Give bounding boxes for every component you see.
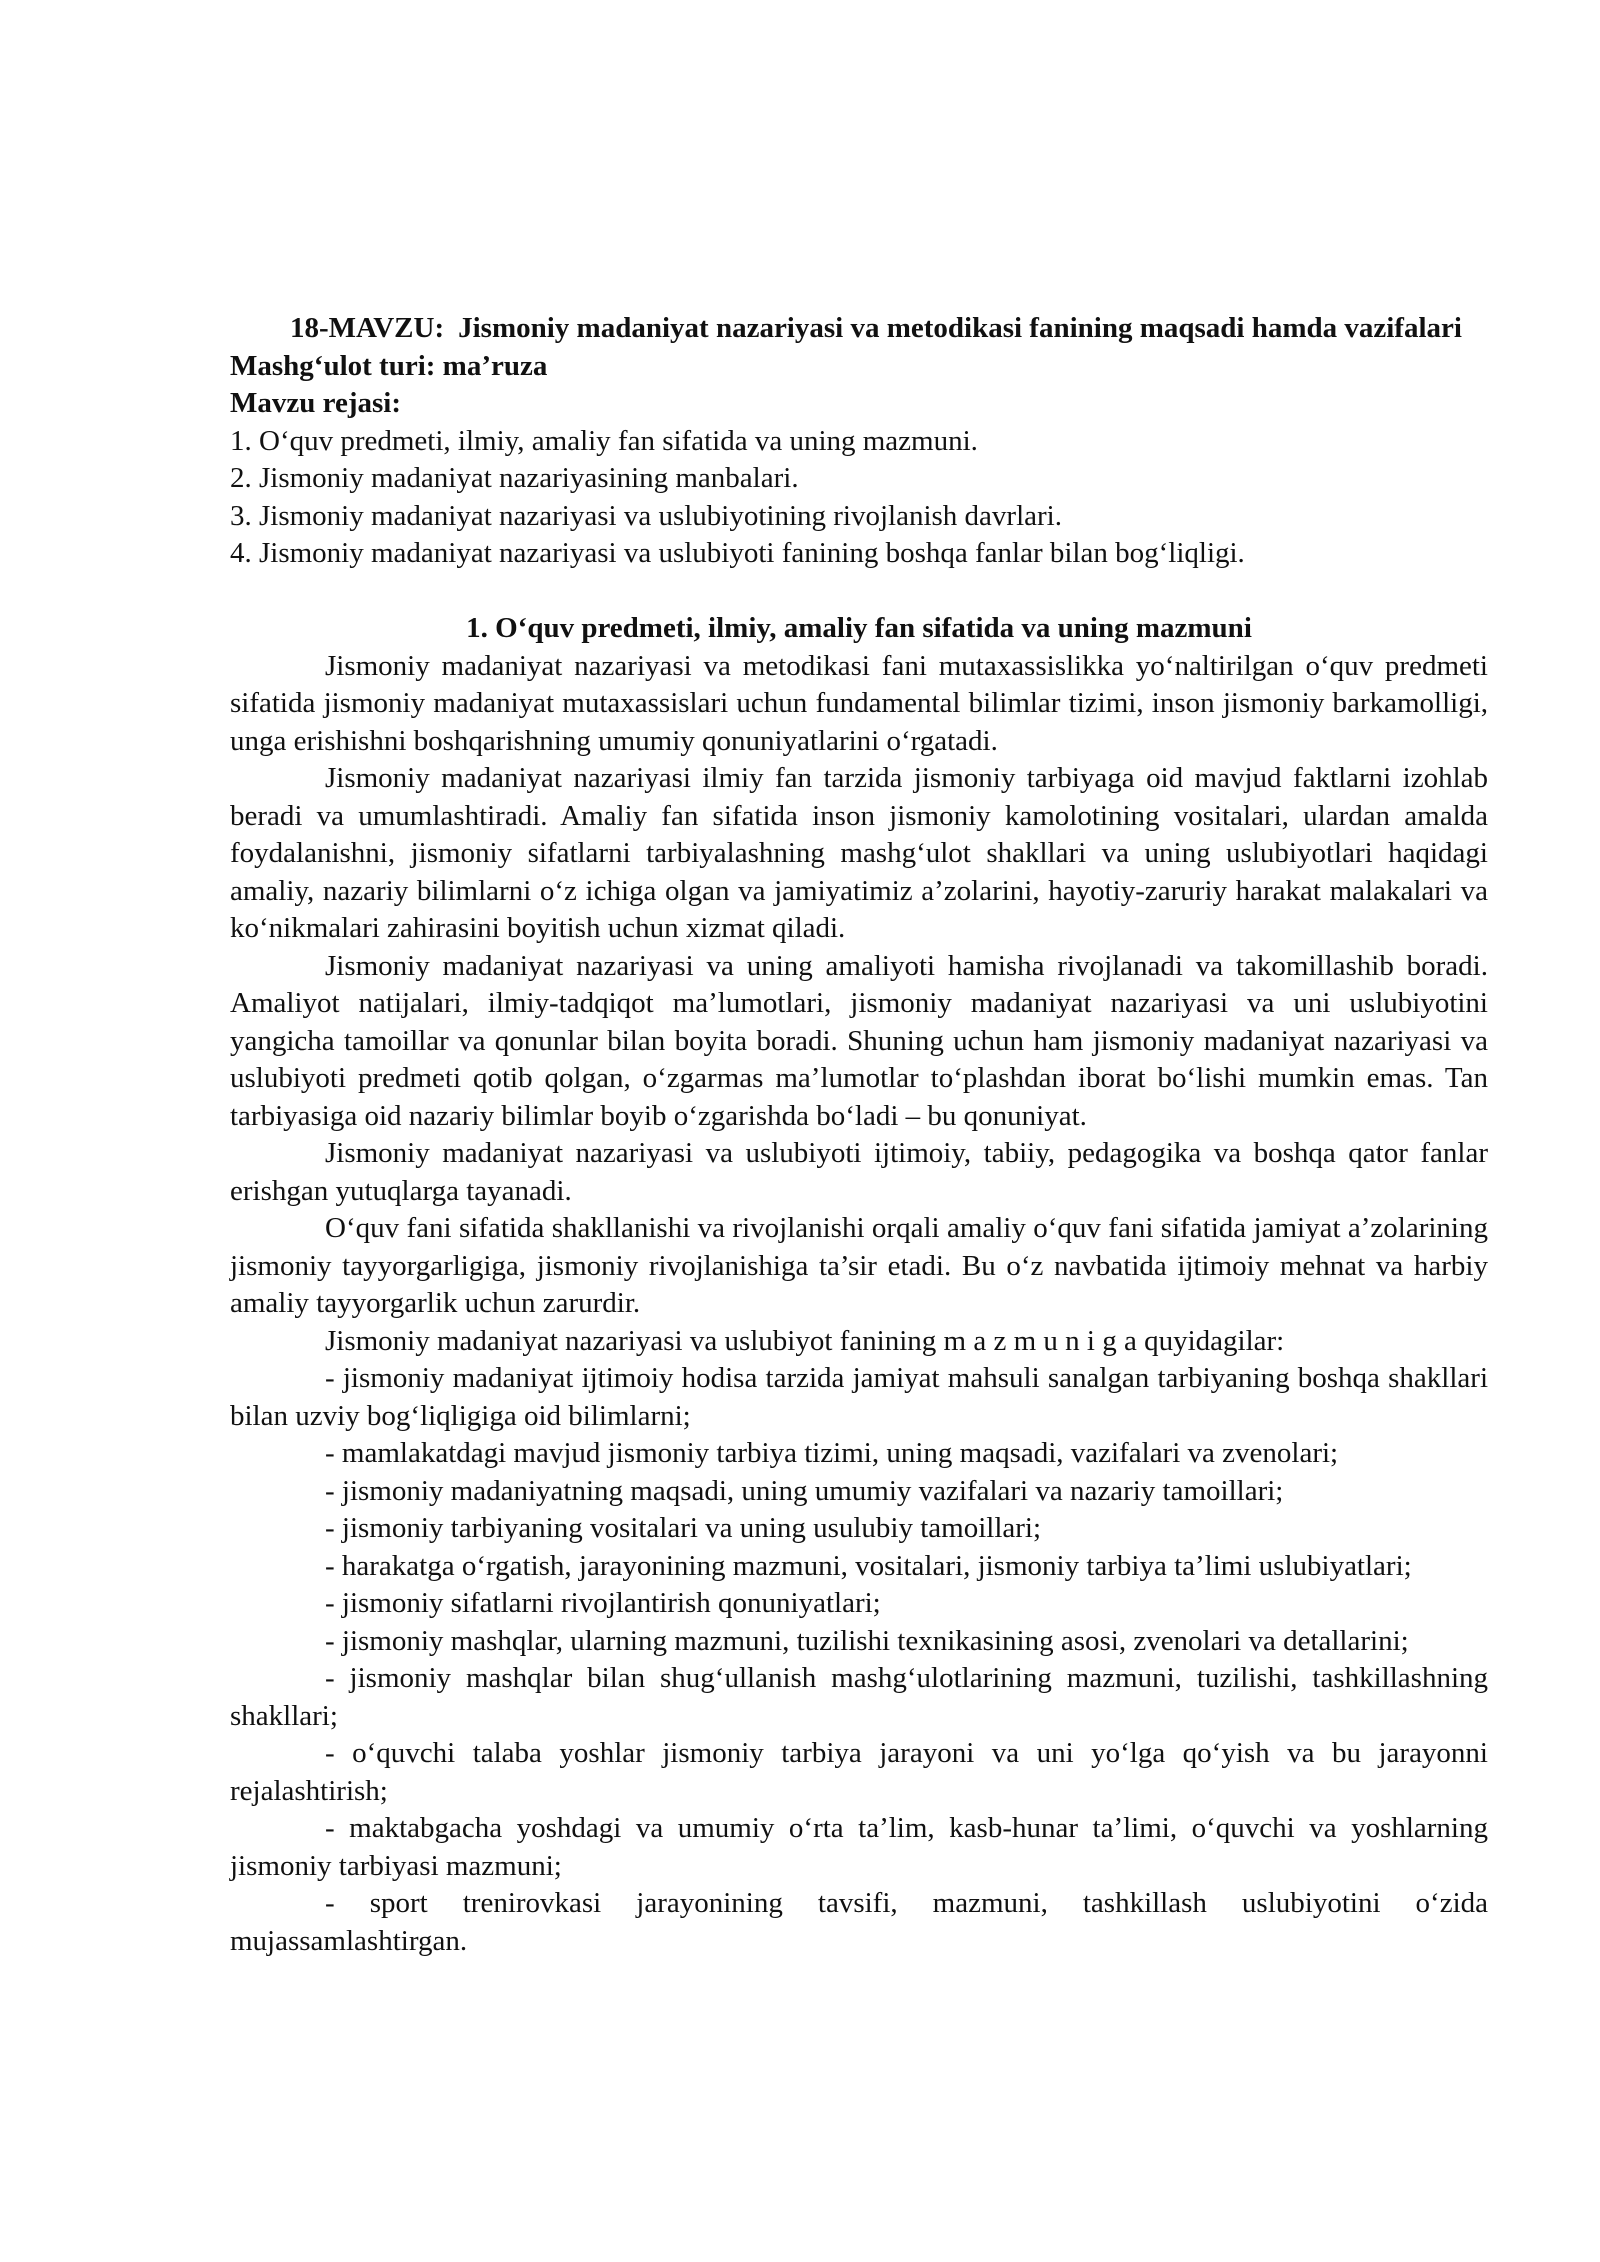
contents-list — [230, 1360, 1488, 1960]
body-paragraph: Jismoniy madaniyat nazariyasi ilmiy fan tarzida jismoniy tarbiyaga oid mavjud faktlarni izohlab beradi va umumlashtiradi. Amaliy fan sifatida inson jismoniy kamolotining vositalari, ulardan amalda foydalanishni, jismoniy sifatlarni tarbiyalashning mashg‘ulot shakllari va uning uslubiyotlari haqidagi amaliy, nazariy bilimlarni o‘z ichiga olgan va jamiyatimiz a’zolarini, hayotiy-zaruriy harakat malakalari va ko‘nikmalari zahirasini boyitish uchun xizmat qiladi. — [230, 762, 1488, 944]
contents-item: - jismoniy mashqlar, ularning mazmuni, tuzilishi texnikasining asosi, zvenolari va detallarini; — [325, 1624, 1409, 1657]
plan-item: 4. Jismoniy madaniyat nazariyasi va uslubiyoti fanining boshqa fanlar bilan bog‘liqligi. — [230, 537, 1245, 569]
contents-item: - harakatga o‘rgatish, jarayonining mazmuni, vositalari, jismoniy tarbiya ta’limi uslubiyatlari; — [325, 1549, 1412, 1582]
contents-item: - jismoniy tarbiyaning vositalari va uning usulubiy tamoillari; — [325, 1512, 1042, 1544]
contents-item: - o‘quvchi talaba yoshlar jismoniy tarbiya jarayoni va uni yo‘lga qo‘yish va bu jarayonni rejalashtirish; — [230, 1737, 1488, 1807]
contents-item: - jismoniy madaniyat ijtimoiy hodisa tarzida jamiyat mahsuli sanalgan tarbiyaning boshqa shakllari bilan uzviy bog‘liqligiga oid bilimlarni; — [230, 1362, 1488, 1432]
body-paragraph: O‘quv fani sifatida shakllanishi va rivojlanishi orqali amaliy o‘quv fani sifatida jamiyat a’zolarining jismoniy tayyorgarligiga, jismoniy rivojlanishiga ta’sir etadi. Bu o‘z navbatida ijtimoiy mehnat va harbiy amaliy tayyorgarlik uchun zarurdir. — [230, 1212, 1488, 1319]
plan-item: 3. Jismoniy madaniyat nazariyasi va uslubiyotining rivojlanish davrlari. — [230, 499, 1062, 532]
contents-item: - jismoniy madaniyatning maqsadi, uning umumiy vazifalari va nazariy tamoillari; — [325, 1474, 1284, 1507]
contents-item: - sport trenirovkasi jarayonining tavsifi, mazmuni, tashkillash uslubiyotini o‘zida mujassamlashtirgan. — [230, 1887, 1488, 1957]
body-paragraph: Jismoniy madaniyat nazariyasi va uslubiyot fanining m a z m u n i g a quyidagilar: — [325, 1324, 1285, 1357]
topic-heading — [230, 310, 1488, 348]
plan-item: 1. O‘quv predmeti, ilmiy, amaliy fan sifatida va uning mazmuni. — [230, 424, 978, 457]
lesson-type: Mashg‘ulot turi: ma’ruza — [230, 349, 548, 382]
contents-item: - jismoniy sifatlarni rivojlantirish qonuniyatlari; — [325, 1587, 881, 1619]
plan-heading: Mavzu rejasi: — [230, 387, 401, 419]
contents-item: - maktabgacha yoshdagi va umumiy o‘rta ta’lim, kasb-hunar ta’limi, o‘quvchi va yoshlarning jismoniy tarbiyasi mazmuni; — [230, 1812, 1488, 1882]
contents-item: - mamlakatdagi mavjud jismoniy tarbiya tizimi, uning maqsadi, vazifalari va zvenolari; — [325, 1437, 1339, 1469]
topic-number: 18-MAVZU: — [290, 312, 445, 344]
body-paragraph: Jismoniy madaniyat nazariyasi va metodikasi fani mutaxassislikka yo‘naltirilgan o‘quv predmeti sifatida jismoniy madaniyat mutaxassislari uchun fundamental bilimlar tizimi, inson jismoniy barkamolligi, unga erishishni boshqarishning umumiy qonuniyatlarini o‘rgatadi. — [230, 649, 1488, 757]
section-title: 1. O‘quv predmeti, ilmiy, amaliy fan sifatida va uning mazmuni — [466, 612, 1252, 644]
plan-item: 2. Jismoniy madaniyat nazariyasining manbalari. — [230, 462, 799, 494]
plan-list — [230, 423, 1488, 573]
body-paragraph: Jismoniy madaniyat nazariyasi va uslubiyoti ijtimoiy, tabiiy, pedagogika va boshqa qator fanlar erishgan yutuqlarga tayanadi. — [230, 1137, 1488, 1207]
document-body — [230, 310, 1488, 1960]
topic-title: Jismoniy madaniyat nazariyasi va metodikasi fanining maqsadi hamda vazifalari — [458, 312, 1462, 344]
contents-item: - jismoniy mashqlar bilan shug‘ullanish mashg‘ulotlarining mazmuni, tuzilishi, tashkillashning shakllari; — [230, 1662, 1488, 1732]
body-paragraph: Jismoniy madaniyat nazariyasi va uning amaliyoti hamisha rivojlanadi va takomillashib boradi. Amaliyot natijalari, ilmiy-tadqiqot ma’lumotlari, jismoniy madaniyat nazariyasi va uni uslubiyotini yangicha tamoillar va qonunlar bilan boyita boradi. Shuning uchun ham jismoniy madaniyat nazariyasi va uslubiyoti predmeti qotib qolgan, o‘zgarmas ma’lumotlar to‘plashdan iborat bo‘lishi mumkin emas. Tan tarbiyasiga oid nazariy bilimlar boyib o‘zgarishda bo‘ladi – bu qonuniyat. — [230, 949, 1488, 1132]
